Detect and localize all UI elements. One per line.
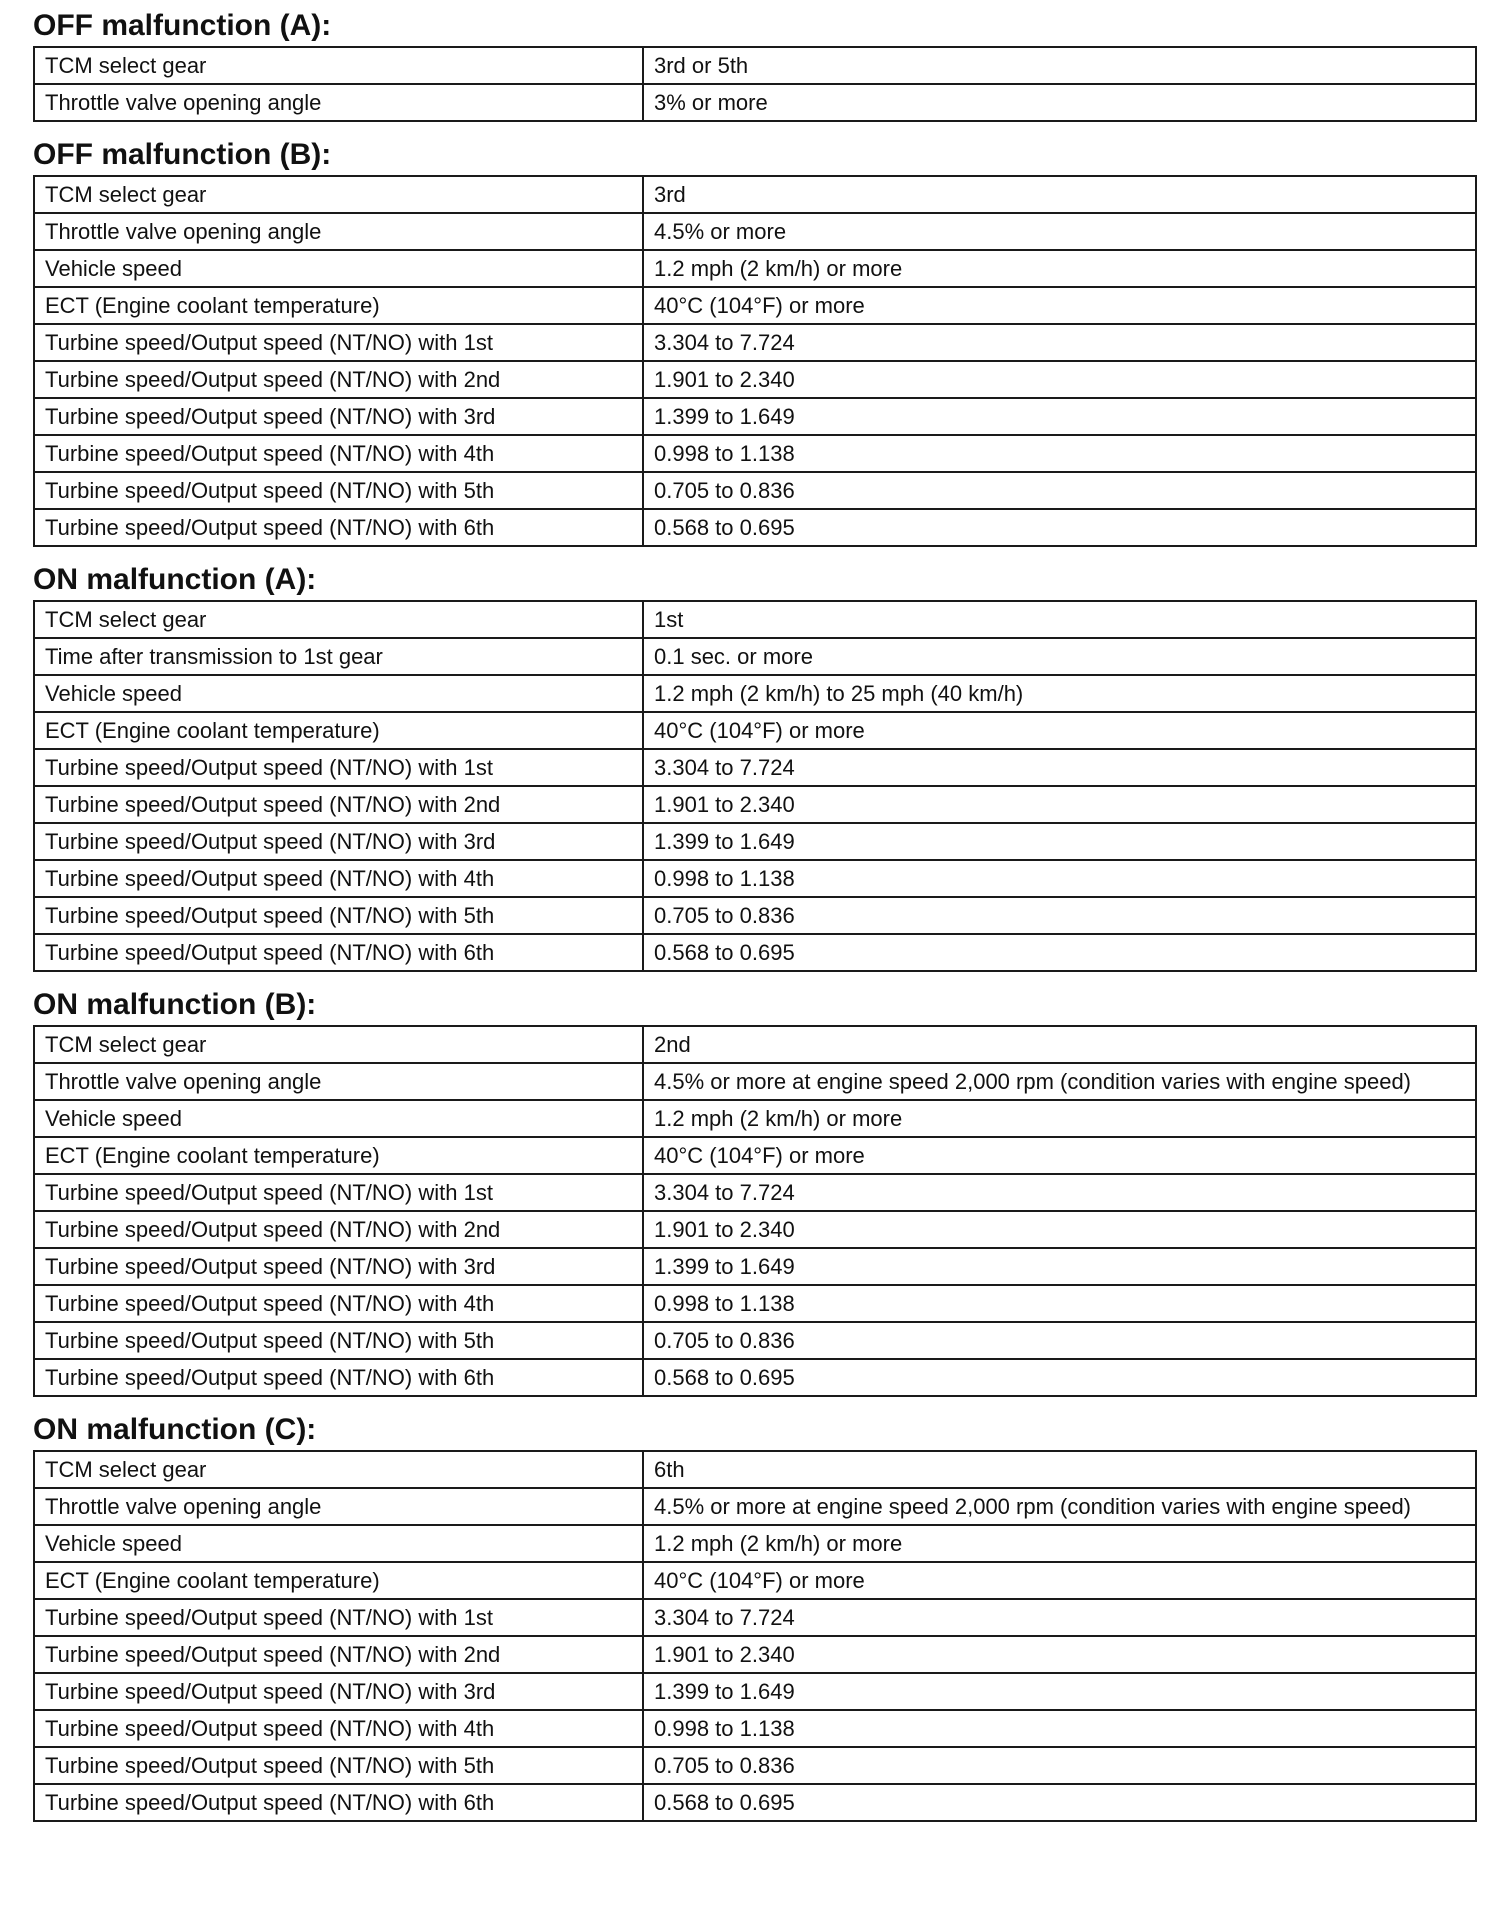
table-row bbox=[34, 749, 1476, 786]
table-row bbox=[34, 934, 1476, 971]
table-row bbox=[34, 1137, 1476, 1174]
document bbox=[33, 8, 1475, 1837]
condition-label: Throttle valve opening angle bbox=[34, 1488, 643, 1525]
table-row bbox=[34, 509, 1476, 546]
condition-label: Turbine speed/Output speed (NT/NO) with 4th bbox=[34, 435, 643, 472]
condition-label: Time after transmission to 1st gear bbox=[34, 638, 643, 675]
table-row bbox=[34, 1359, 1476, 1396]
condition-value: 0.998 to 1.138 bbox=[643, 435, 1476, 472]
condition-value: 1.901 to 2.340 bbox=[643, 786, 1476, 823]
condition-label: Turbine speed/Output speed (NT/NO) with 1st bbox=[34, 1599, 643, 1636]
table-row bbox=[34, 324, 1476, 361]
table-row bbox=[34, 601, 1476, 638]
condition-value: 4.5% or more bbox=[643, 213, 1476, 250]
table-row bbox=[34, 1562, 1476, 1599]
condition-value: 1.2 mph (2 km/h) to 25 mph (40 km/h) bbox=[643, 675, 1476, 712]
condition-value: 6th bbox=[643, 1451, 1476, 1488]
table-row bbox=[34, 398, 1476, 435]
condition-label: Throttle valve opening angle bbox=[34, 84, 643, 121]
condition-value: 0.705 to 0.836 bbox=[643, 1747, 1476, 1784]
table-row bbox=[34, 1211, 1476, 1248]
condition-label: Turbine speed/Output speed (NT/NO) with 6th bbox=[34, 1784, 643, 1821]
condition-value: 3.304 to 7.724 bbox=[643, 1174, 1476, 1211]
condition-label: Vehicle speed bbox=[34, 675, 643, 712]
table-row bbox=[34, 1488, 1476, 1525]
section-title: ON malfunction (A): bbox=[33, 563, 317, 596]
condition-label: TCM select gear bbox=[34, 1026, 643, 1063]
condition-value: 3.304 to 7.724 bbox=[643, 1599, 1476, 1636]
condition-label: Turbine speed/Output speed (NT/NO) with 6th bbox=[34, 934, 643, 971]
section-off-malfunction-b bbox=[33, 137, 1475, 547]
condition-value: 40°C (104°F) or more bbox=[643, 1562, 1476, 1599]
section-on-malfunction-c bbox=[33, 1412, 1475, 1822]
table-row bbox=[34, 1636, 1476, 1673]
table-row bbox=[34, 176, 1476, 213]
condition-value: 1.399 to 1.649 bbox=[643, 398, 1476, 435]
table-row bbox=[34, 860, 1476, 897]
condition-label: Turbine speed/Output speed (NT/NO) with 6th bbox=[34, 509, 643, 546]
table-row bbox=[34, 287, 1476, 324]
table-row bbox=[34, 712, 1476, 749]
table-row bbox=[34, 84, 1476, 121]
condition-value: 4.5% or more at engine speed 2,000 rpm (condition varies with engine speed) bbox=[643, 1488, 1476, 1525]
table-row bbox=[34, 1063, 1476, 1100]
condition-value: 0.705 to 0.836 bbox=[643, 472, 1476, 509]
condition-value: 0.998 to 1.138 bbox=[643, 1285, 1476, 1322]
section-title: OFF malfunction (A): bbox=[33, 9, 332, 42]
condition-label: Turbine speed/Output speed (NT/NO) with 5th bbox=[34, 897, 643, 934]
table-row bbox=[34, 1174, 1476, 1211]
section-title: OFF malfunction (B): bbox=[33, 138, 332, 171]
condition-label: TCM select gear bbox=[34, 1451, 643, 1488]
condition-label: TCM select gear bbox=[34, 47, 643, 84]
table-row bbox=[34, 786, 1476, 823]
condition-label: Turbine speed/Output speed (NT/NO) with 3rd bbox=[34, 1248, 643, 1285]
table-row bbox=[34, 250, 1476, 287]
condition-label: TCM select gear bbox=[34, 601, 643, 638]
condition-label: Vehicle speed bbox=[34, 1525, 643, 1562]
condition-label: Turbine speed/Output speed (NT/NO) with 2nd bbox=[34, 1211, 643, 1248]
table-row bbox=[34, 1784, 1476, 1821]
condition-value: 0.998 to 1.138 bbox=[643, 860, 1476, 897]
table-row bbox=[34, 1525, 1476, 1562]
condition-label: Turbine speed/Output speed (NT/NO) with 5th bbox=[34, 1322, 643, 1359]
condition-value: 0.568 to 0.695 bbox=[643, 934, 1476, 971]
condition-value: 0.1 sec. or more bbox=[643, 638, 1476, 675]
condition-label: Vehicle speed bbox=[34, 250, 643, 287]
condition-label: Turbine speed/Output speed (NT/NO) with 2nd bbox=[34, 1636, 643, 1673]
condition-value: 0.568 to 0.695 bbox=[643, 1784, 1476, 1821]
condition-value: 3% or more bbox=[643, 84, 1476, 121]
condition-label: Turbine speed/Output speed (NT/NO) with 5th bbox=[34, 472, 643, 509]
condition-label: Vehicle speed bbox=[34, 1100, 643, 1137]
condition-value: 40°C (104°F) or more bbox=[643, 287, 1476, 324]
condition-value: 2nd bbox=[643, 1026, 1476, 1063]
table-row bbox=[34, 1710, 1476, 1747]
condition-label: Turbine speed/Output speed (NT/NO) with 1st bbox=[34, 324, 643, 361]
condition-value: 1.2 mph (2 km/h) or more bbox=[643, 1525, 1476, 1562]
condition-value: 1.901 to 2.340 bbox=[643, 1211, 1476, 1248]
section-off-malfunction-a bbox=[33, 8, 1475, 122]
section-on-malfunction-b bbox=[33, 987, 1475, 1397]
condition-label: Turbine speed/Output speed (NT/NO) with 6th bbox=[34, 1359, 643, 1396]
condition-label: Throttle valve opening angle bbox=[34, 1063, 643, 1100]
condition-label: Turbine speed/Output speed (NT/NO) with 5th bbox=[34, 1747, 643, 1784]
condition-label: Turbine speed/Output speed (NT/NO) with 3rd bbox=[34, 823, 643, 860]
condition-table bbox=[33, 1025, 1477, 1397]
condition-label: Turbine speed/Output speed (NT/NO) with 3rd bbox=[34, 398, 643, 435]
condition-value: 1.901 to 2.340 bbox=[643, 1636, 1476, 1673]
table-row bbox=[34, 1026, 1476, 1063]
condition-value: 1.2 mph (2 km/h) or more bbox=[643, 250, 1476, 287]
table-row bbox=[34, 1451, 1476, 1488]
condition-label: Turbine speed/Output speed (NT/NO) with 1st bbox=[34, 749, 643, 786]
table-row bbox=[34, 1747, 1476, 1784]
condition-label: Turbine speed/Output speed (NT/NO) with 4th bbox=[34, 1710, 643, 1747]
table-row bbox=[34, 1673, 1476, 1710]
table-row bbox=[34, 435, 1476, 472]
section-on-malfunction-a bbox=[33, 562, 1475, 972]
section-title: ON malfunction (B): bbox=[33, 988, 317, 1021]
condition-value: 0.705 to 0.836 bbox=[643, 897, 1476, 934]
condition-label: TCM select gear bbox=[34, 176, 643, 213]
condition-value: 1.399 to 1.649 bbox=[643, 1673, 1476, 1710]
condition-value: 40°C (104°F) or more bbox=[643, 712, 1476, 749]
table-row bbox=[34, 47, 1476, 84]
condition-value: 0.998 to 1.138 bbox=[643, 1710, 1476, 1747]
condition-value: 3rd or 5th bbox=[643, 47, 1476, 84]
table-row bbox=[34, 472, 1476, 509]
condition-value: 0.568 to 0.695 bbox=[643, 509, 1476, 546]
condition-label: ECT (Engine coolant temperature) bbox=[34, 712, 643, 749]
table-row bbox=[34, 823, 1476, 860]
condition-label: Throttle valve opening angle bbox=[34, 213, 643, 250]
condition-value: 1.901 to 2.340 bbox=[643, 361, 1476, 398]
condition-label: Turbine speed/Output speed (NT/NO) with 4th bbox=[34, 1285, 643, 1322]
condition-label: Turbine speed/Output speed (NT/NO) with 3rd bbox=[34, 1673, 643, 1710]
condition-table bbox=[33, 1450, 1477, 1822]
section-title: ON malfunction (C): bbox=[33, 1413, 317, 1446]
condition-table bbox=[33, 600, 1477, 972]
condition-table bbox=[33, 46, 1477, 122]
condition-label: ECT (Engine coolant temperature) bbox=[34, 287, 643, 324]
table-row bbox=[34, 213, 1476, 250]
condition-value: 1.2 mph (2 km/h) or more bbox=[643, 1100, 1476, 1137]
condition-table bbox=[33, 175, 1477, 547]
table-row bbox=[34, 1599, 1476, 1636]
condition-value: 0.568 to 0.695 bbox=[643, 1359, 1476, 1396]
condition-value: 1st bbox=[643, 601, 1476, 638]
table-row bbox=[34, 638, 1476, 675]
condition-value: 0.705 to 0.836 bbox=[643, 1322, 1476, 1359]
condition-value: 3.304 to 7.724 bbox=[643, 749, 1476, 786]
condition-value: 3rd bbox=[643, 176, 1476, 213]
table-row bbox=[34, 1285, 1476, 1322]
condition-value: 3.304 to 7.724 bbox=[643, 324, 1476, 361]
table-row bbox=[34, 1100, 1476, 1137]
table-row bbox=[34, 361, 1476, 398]
condition-value: 1.399 to 1.649 bbox=[643, 1248, 1476, 1285]
condition-value: 1.399 to 1.649 bbox=[643, 823, 1476, 860]
condition-value: 40°C (104°F) or more bbox=[643, 1137, 1476, 1174]
table-row bbox=[34, 1322, 1476, 1359]
table-row bbox=[34, 675, 1476, 712]
condition-label: Turbine speed/Output speed (NT/NO) with 4th bbox=[34, 860, 643, 897]
condition-label: Turbine speed/Output speed (NT/NO) with 2nd bbox=[34, 361, 643, 398]
condition-label: ECT (Engine coolant temperature) bbox=[34, 1562, 643, 1599]
condition-label: Turbine speed/Output speed (NT/NO) with 2nd bbox=[34, 786, 643, 823]
condition-value: 4.5% or more at engine speed 2,000 rpm (condition varies with engine speed) bbox=[643, 1063, 1476, 1100]
condition-label: Turbine speed/Output speed (NT/NO) with 1st bbox=[34, 1174, 643, 1211]
table-row bbox=[34, 897, 1476, 934]
table-row bbox=[34, 1248, 1476, 1285]
condition-label: ECT (Engine coolant temperature) bbox=[34, 1137, 643, 1174]
